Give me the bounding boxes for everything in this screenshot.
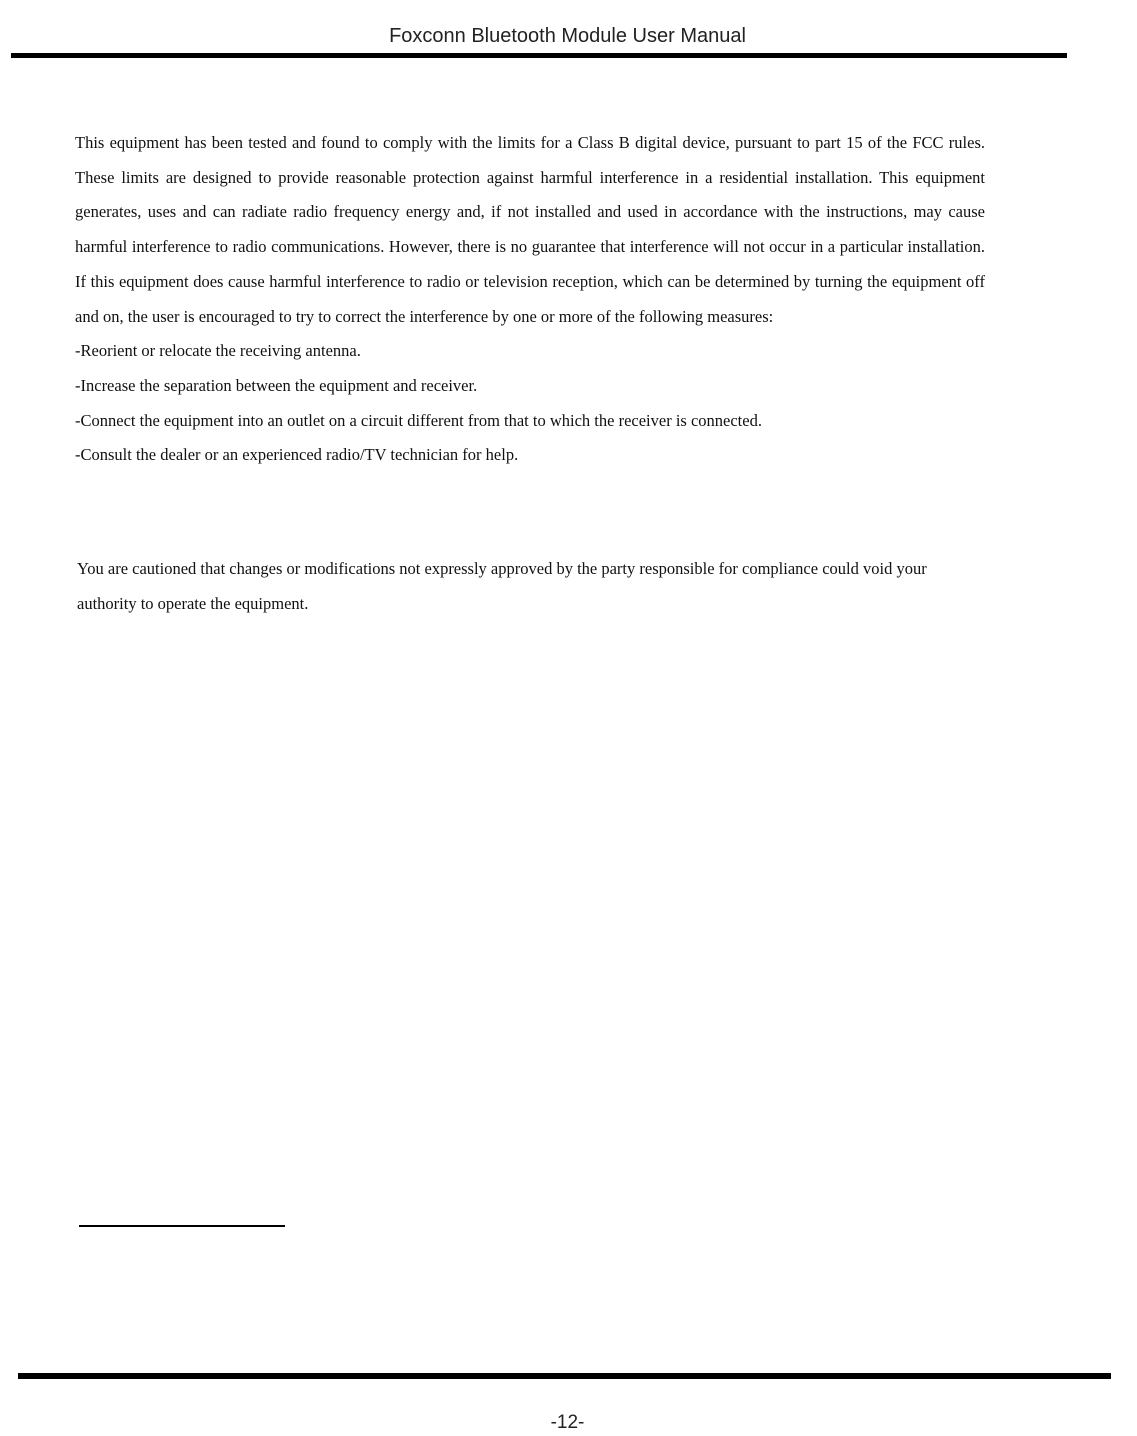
document-body (75, 126, 985, 473)
fcc-statement-paragraph: This equipment has been tested and found to comply with the limits for a Class B digital device, pursuant to part 15 of the FCC rules. These limits are designed to provide reasonable protection against harmful interference in a residential installation. This equipment generates, uses and can radiate radio frequency energy and, if not installed and used in accordance with the instructions, may cause harmful interference to radio communications. However, there is no guarantee that interference will not occur in a particular installation. If this equipment does cause harmful interference to radio or television reception, which can be determined by turning the equipment off and on, the user is encouraged to try to correct the interference by one or more of the following measures: (75, 133, 985, 326)
footer-rule (18, 1373, 1111, 1379)
measure-item: -Increase the separation between the equipment and receiver. (75, 375, 478, 395)
header-rule (11, 53, 1067, 58)
measure-item: -Connect the equipment into an outlet on a circuit different from that to which the receiver is connected. (75, 410, 762, 430)
measure-item: -Consult the dealer or an experienced radio/TV technician for help. (75, 445, 519, 465)
measure-item: -Reorient or relocate the receiving antenna. (75, 341, 361, 361)
footnote-separator (79, 1225, 285, 1227)
page-header-title: Foxconn Bluetooth Module User Manual (389, 25, 746, 47)
page-number: -12- (550, 1412, 585, 1433)
caution-paragraph: You are cautioned that changes or modifications not expressly approved by the party responsible for compliance could void your authority to operate the equipment. (77, 559, 927, 613)
